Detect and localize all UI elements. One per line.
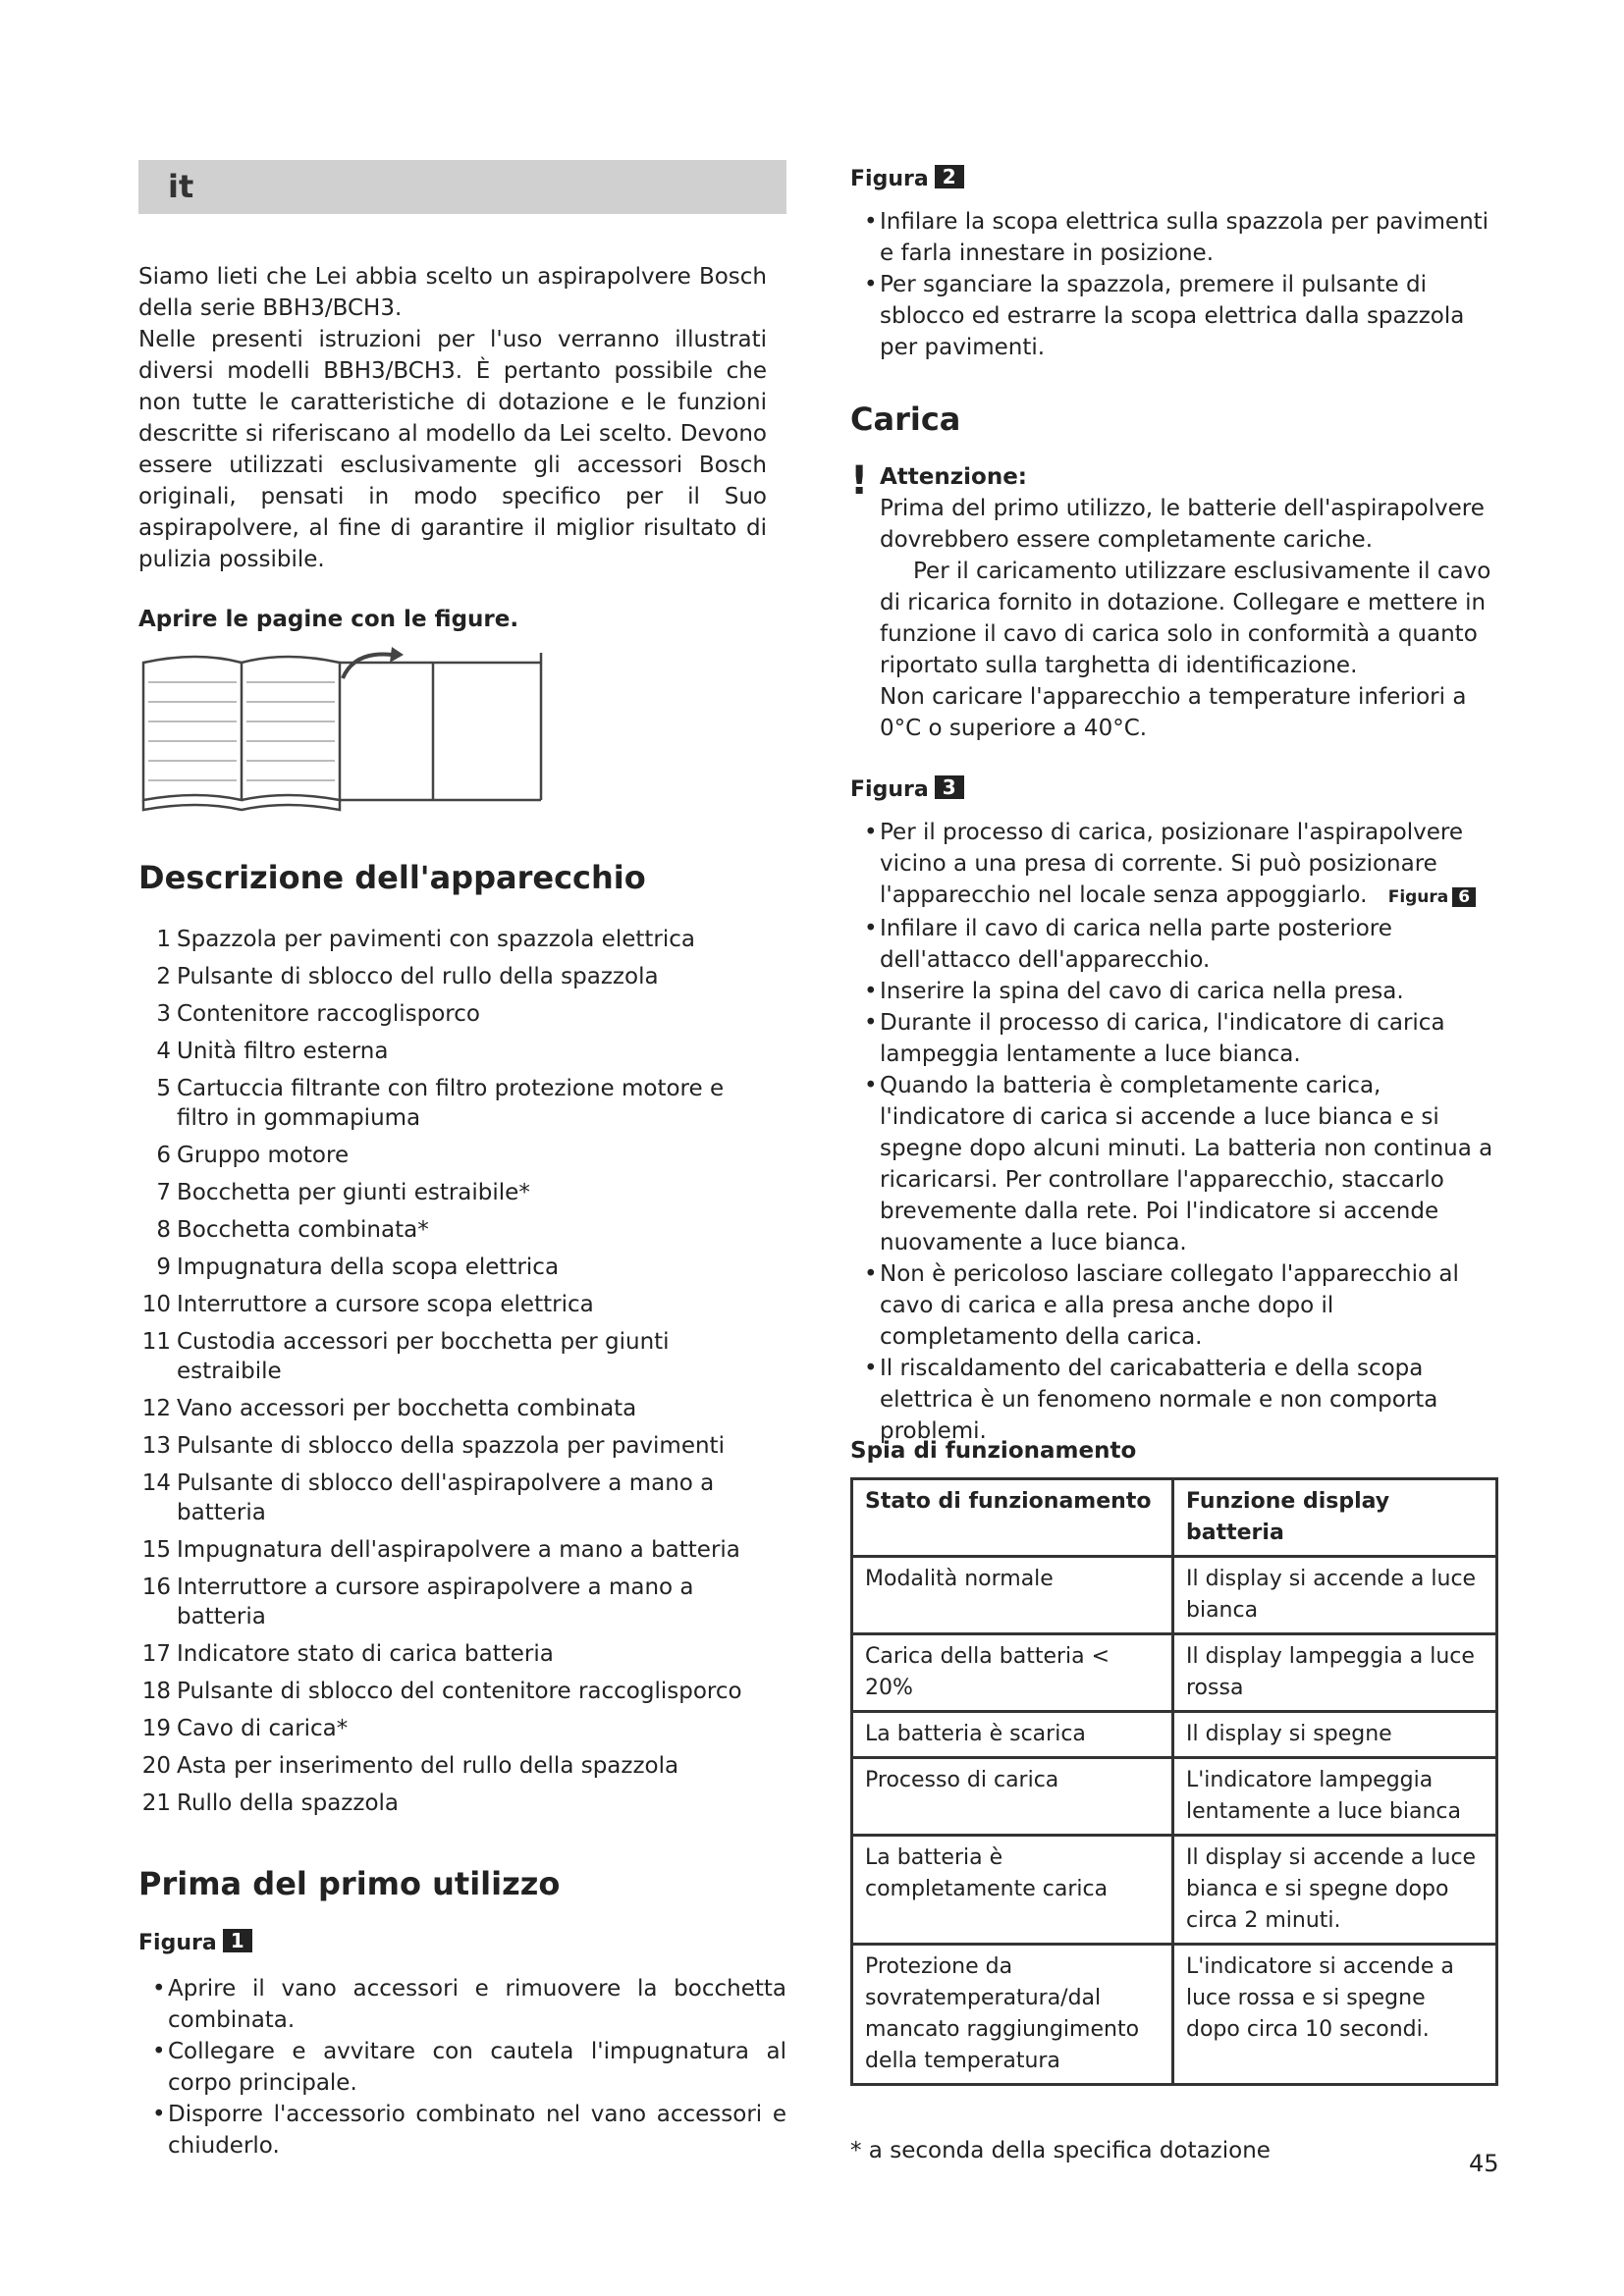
- warning-title: Attenzione:: [880, 464, 1028, 490]
- bullet-icon: •: [152, 2102, 166, 2127]
- status-cell: Processo di carica: [852, 1758, 1173, 1836]
- description-list-item: [138, 1141, 777, 1170]
- status-cell: Carica della batteria < 20%: [852, 1634, 1173, 1712]
- bullet-step: [138, 1973, 786, 2036]
- display-cell: Il display si accende a luce bianca e si spegne dopo circa 2 minuti.: [1173, 1836, 1497, 1945]
- description-list-item: [138, 1535, 777, 1565]
- header-cell-status: Stato di funzionamento: [852, 1479, 1173, 1557]
- figure-6-reference: [1388, 887, 1476, 907]
- description-list: [138, 925, 777, 1826]
- figure-3-steps-more: [850, 913, 1508, 1447]
- item-text: Vano accessori per bocchetta combinata: [177, 1396, 637, 1421]
- status-cell: Protezione da sovratemperatura/dal mancato raggiungimento della temperatura: [852, 1945, 1173, 2085]
- description-list-item: [138, 1677, 777, 1706]
- bullet-icon: •: [864, 1073, 878, 1098]
- header-cell-display: Funzione display batteria: [1173, 1479, 1497, 1557]
- figure-1-steps: [138, 1973, 786, 2162]
- display-cell: Il display si accende a luce bianca: [1173, 1557, 1497, 1634]
- language-code: it: [168, 168, 194, 205]
- item-number: 19: [141, 1716, 171, 1741]
- description-list-item: [138, 999, 777, 1029]
- bullet-icon: •: [864, 979, 878, 1004]
- status-table-row: [852, 1945, 1497, 2085]
- status-table-row: [852, 1836, 1497, 1945]
- description-heading: Descrizione dell'apparecchio: [138, 859, 646, 896]
- item-text: Bocchetta per giunti estraibile*: [177, 1180, 530, 1205]
- bullet-icon: •: [152, 1976, 166, 2002]
- status-cell: La batteria è scarica: [852, 1712, 1173, 1758]
- bullet-step: [850, 913, 1508, 976]
- bullet-step: [138, 2099, 786, 2162]
- display-cell: Il display lampeggia a luce rossa: [1173, 1634, 1497, 1712]
- description-list-item: [138, 1468, 777, 1527]
- description-list-item: [138, 1573, 777, 1631]
- item-text: Cartuccia filtrante con filtro protezione motore e filtro in gommapiuma: [177, 1076, 725, 1131]
- item-number: 9: [156, 1255, 171, 1280]
- status-table-row: [852, 1758, 1497, 1836]
- description-list-item: [138, 925, 777, 954]
- open-pages-instruction: Aprire le pagine con le figure.: [138, 607, 519, 632]
- bullet-text: Collegare e avvitare con cautela l'impugnatura al corpo principale.: [168, 2039, 786, 2096]
- item-text: Custodia accessori per bocchetta per giunti estraibile: [177, 1329, 670, 1384]
- item-text: Interruttore a cursore aspirapolvere a mano a batteria: [177, 1575, 694, 1629]
- bullet-text: Per sganciare la spazzola, premere il pulsante di sblocco ed estrarre la scopa elettrica dalla spazzola per pavimenti.: [880, 272, 1465, 360]
- bullet-text: Aprire il vano accessori e rimuovere la bocchetta combinata.: [168, 1976, 786, 2033]
- description-list-item: [138, 1789, 777, 1818]
- item-number: 4: [156, 1039, 171, 1064]
- figure-word: Figura: [850, 167, 929, 191]
- description-list-item: [138, 1751, 777, 1781]
- arrow-icon: [390, 647, 404, 663]
- warning-icon: !: [850, 458, 869, 504]
- footnote: * a seconda della specifica dotazione: [850, 2138, 1271, 2163]
- item-text: Pulsante di sblocco dell'aspirapolvere a mano a batteria: [177, 1470, 715, 1525]
- language-bar: [138, 160, 786, 214]
- figure-1-number: 1: [223, 1929, 252, 1952]
- warning-block: [880, 461, 1508, 744]
- description-list-item: [138, 962, 777, 991]
- display-cell: L'indicatore si accende a luce rossa e si spegne dopo circa 10 secondi.: [1173, 1945, 1497, 2085]
- status-table-header: [852, 1479, 1497, 1557]
- item-text: Pulsante di sblocco del rullo della spazzola: [177, 964, 659, 989]
- bullet-step: [850, 1070, 1508, 1258]
- bullet-text: Durante il processo di carica, l'indicatore di carica lampeggia lentamente a luce bianca.: [880, 1010, 1445, 1067]
- status-table-row: [852, 1712, 1497, 1758]
- intro-text: [138, 261, 767, 575]
- item-text: Pulsante di sblocco della spazzola per pavimenti: [177, 1433, 725, 1459]
- figure-3-number: 3: [935, 775, 964, 799]
- bullet-icon: •: [152, 2039, 166, 2064]
- bullet-icon: •: [864, 820, 878, 845]
- item-number: 16: [141, 1575, 171, 1600]
- bullet-icon: •: [864, 272, 878, 297]
- item-text: Gruppo motore: [177, 1143, 350, 1168]
- item-number: 8: [156, 1217, 171, 1243]
- item-number: 10: [141, 1292, 171, 1317]
- figure-3-label: [850, 775, 964, 802]
- bullet-icon: •: [864, 916, 878, 941]
- item-number: 13: [141, 1433, 171, 1459]
- description-list-item: [138, 1639, 777, 1669]
- item-number: 3: [156, 1001, 171, 1027]
- warning-text-3: Non caricare l'apparecchio a temperature inferiori a 0°C o superiore a 40°C.: [880, 684, 1467, 741]
- item-text: Interruttore a cursore scopa elettrica: [177, 1292, 594, 1317]
- item-number: 14: [141, 1470, 171, 1496]
- figure-word: Figura: [1387, 887, 1449, 907]
- figure-6-number: 6: [1452, 887, 1476, 907]
- item-text: Impugnatura della scopa elettrica: [177, 1255, 560, 1280]
- description-list-item: [138, 1215, 777, 1245]
- intro-paragraph-1: Siamo lieti che Lei abbia scelto un aspirapolvere Bosch della serie BBH3/BCH3.: [138, 264, 767, 321]
- bullet-step: [850, 1007, 1508, 1070]
- bullet-text: Infilare la scopa elettrica sulla spazzola per pavimenti e farla innestare in posizione.: [880, 209, 1489, 266]
- item-text: Pulsante di sblocco del contenitore raccoglisporco: [177, 1679, 742, 1704]
- page-number: 45: [1469, 2150, 1499, 2177]
- description-list-item: [138, 1037, 777, 1066]
- item-number: 15: [141, 1537, 171, 1563]
- bullet-icon: •: [864, 209, 878, 235]
- status-cell: Modalità normale: [852, 1557, 1173, 1634]
- item-text: Bocchetta combinata*: [177, 1217, 429, 1243]
- figure-2-steps: [850, 206, 1508, 363]
- display-cell: L'indicatore lampeggia lentamente a luce bianca: [1173, 1758, 1497, 1836]
- item-text: Spazzola per pavimenti con spazzola elettrica: [177, 927, 695, 952]
- warning-text-1: Prima del primo utilizzo, le batterie dell'aspirapolvere dovrebbero essere completamente cariche.: [880, 496, 1485, 553]
- item-number: 1: [156, 927, 171, 952]
- item-number: 6: [156, 1143, 171, 1168]
- figure-3-steps: [850, 817, 1508, 1447]
- figure-3-step-text: Per il processo di carica, posizionare l'aspirapolvere vicino a una presa di corrente. Si può posizionare l'apparecchio nel locale senza appoggiarlo.: [880, 820, 1463, 908]
- status-table: [850, 1477, 1498, 2086]
- bullet-step: [850, 269, 1508, 363]
- display-cell: Il display si spegne: [1173, 1712, 1497, 1758]
- carica-heading: Carica: [850, 400, 961, 438]
- description-list-item: [138, 1394, 777, 1423]
- figure-2-label: [850, 165, 964, 191]
- figure-3-step: [850, 817, 1508, 913]
- figure-1-label: [138, 1929, 252, 1955]
- figure-word: Figura: [850, 777, 929, 802]
- item-number: 5: [156, 1076, 171, 1101]
- bullet-text: Disporre l'accessorio combinato nel vano accessori e chiuderlo.: [168, 2102, 786, 2159]
- bullet-text: Quando la batteria è completamente carica, l'indicatore di carica si accende a luce bianca e si spegne dopo alcuni minuti. La batteria non continua a ricaricarsi. Per controllare l'apparecchio, staccarlo brevemente dalla rete. Poi l'indicatore si accende nuovamente a luce bianca.: [880, 1073, 1493, 1255]
- item-number: 20: [141, 1753, 171, 1779]
- description-list-item: [138, 1327, 777, 1386]
- status-cell: La batteria è completamente carica: [852, 1836, 1173, 1945]
- warning-text-2: Per il caricamento utilizzare esclusivamente il cavo di ricarica fornito in dotazione. Collegare e mettere in funzione il cavo di carica solo in conformità a quanto riportato sulla targhetta di identificazione.: [880, 559, 1491, 678]
- item-text: Cavo di carica*: [177, 1716, 349, 1741]
- item-text: Impugnatura dell'aspirapolvere a mano a batteria: [177, 1537, 740, 1563]
- item-number: 7: [156, 1180, 171, 1205]
- spia-heading: Spia di funzionamento: [850, 1438, 1137, 1464]
- open-book-illustration: [138, 643, 551, 815]
- item-number: 12: [141, 1396, 171, 1421]
- item-number: 2: [156, 964, 171, 989]
- item-text: Contenitore raccoglisporco: [177, 1001, 480, 1027]
- bullet-text: Infilare il cavo di carica nella parte posteriore dell'attacco dell'apparecchio.: [880, 916, 1392, 973]
- bullet-step: [850, 1353, 1508, 1447]
- status-table-row: [852, 1634, 1497, 1712]
- item-number: 17: [141, 1641, 171, 1667]
- bullet-step: [138, 2036, 786, 2099]
- status-table-row: [852, 1557, 1497, 1634]
- description-list-item: [138, 1431, 777, 1461]
- bullet-text: Il riscaldamento del caricabatteria e della scopa elettrica è un fenomeno normale e non comporta problemi.: [880, 1356, 1438, 1444]
- item-number: 21: [141, 1790, 171, 1816]
- item-text: Indicatore stato di carica batteria: [177, 1641, 554, 1667]
- first-use-heading: Prima del primo utilizzo: [138, 1865, 561, 1902]
- bullet-icon: •: [864, 1261, 878, 1287]
- item-number: 11: [141, 1329, 171, 1355]
- item-text: Rullo della spazzola: [177, 1790, 400, 1816]
- figure-2-number: 2: [935, 165, 964, 188]
- bullet-text: Non è pericoloso lasciare collegato l'apparecchio al cavo di carica e alla presa anche dopo il completamento della carica.: [880, 1261, 1459, 1350]
- bullet-icon: •: [864, 1010, 878, 1036]
- description-list-item: [138, 1178, 777, 1207]
- description-list-item: [138, 1074, 777, 1133]
- description-list-item: [138, 1253, 777, 1282]
- intro-paragraph-2: Nelle presenti istruzioni per l'uso verranno illustrati diversi modelli BBH3/BCH3. È pertanto possibile che non tutte le caratteristiche di dotazione e le funzioni descritte si riferiscano al modello da Lei scelto. Devono essere utilizzati esclusivamente gli accessori Bosch originali, pensati in modo specifico per il Suo aspirapolvere, al fine di garantire il miglior risultato di pulizia possibile.: [138, 327, 767, 572]
- bullet-step: [850, 1258, 1508, 1353]
- bullet-step: [850, 206, 1508, 269]
- description-list-item: [138, 1714, 777, 1743]
- item-number: 18: [141, 1679, 171, 1704]
- item-text: Unità filtro esterna: [177, 1039, 389, 1064]
- bullet-icon: •: [864, 1356, 878, 1381]
- bullet-text: Inserire la spina del cavo di carica nella presa.: [880, 979, 1404, 1004]
- description-list-item: [138, 1290, 777, 1319]
- bullet-step: [850, 976, 1508, 1007]
- figure-word: Figura: [138, 1931, 217, 1955]
- item-text: Asta per inserimento del rullo della spazzola: [177, 1753, 679, 1779]
